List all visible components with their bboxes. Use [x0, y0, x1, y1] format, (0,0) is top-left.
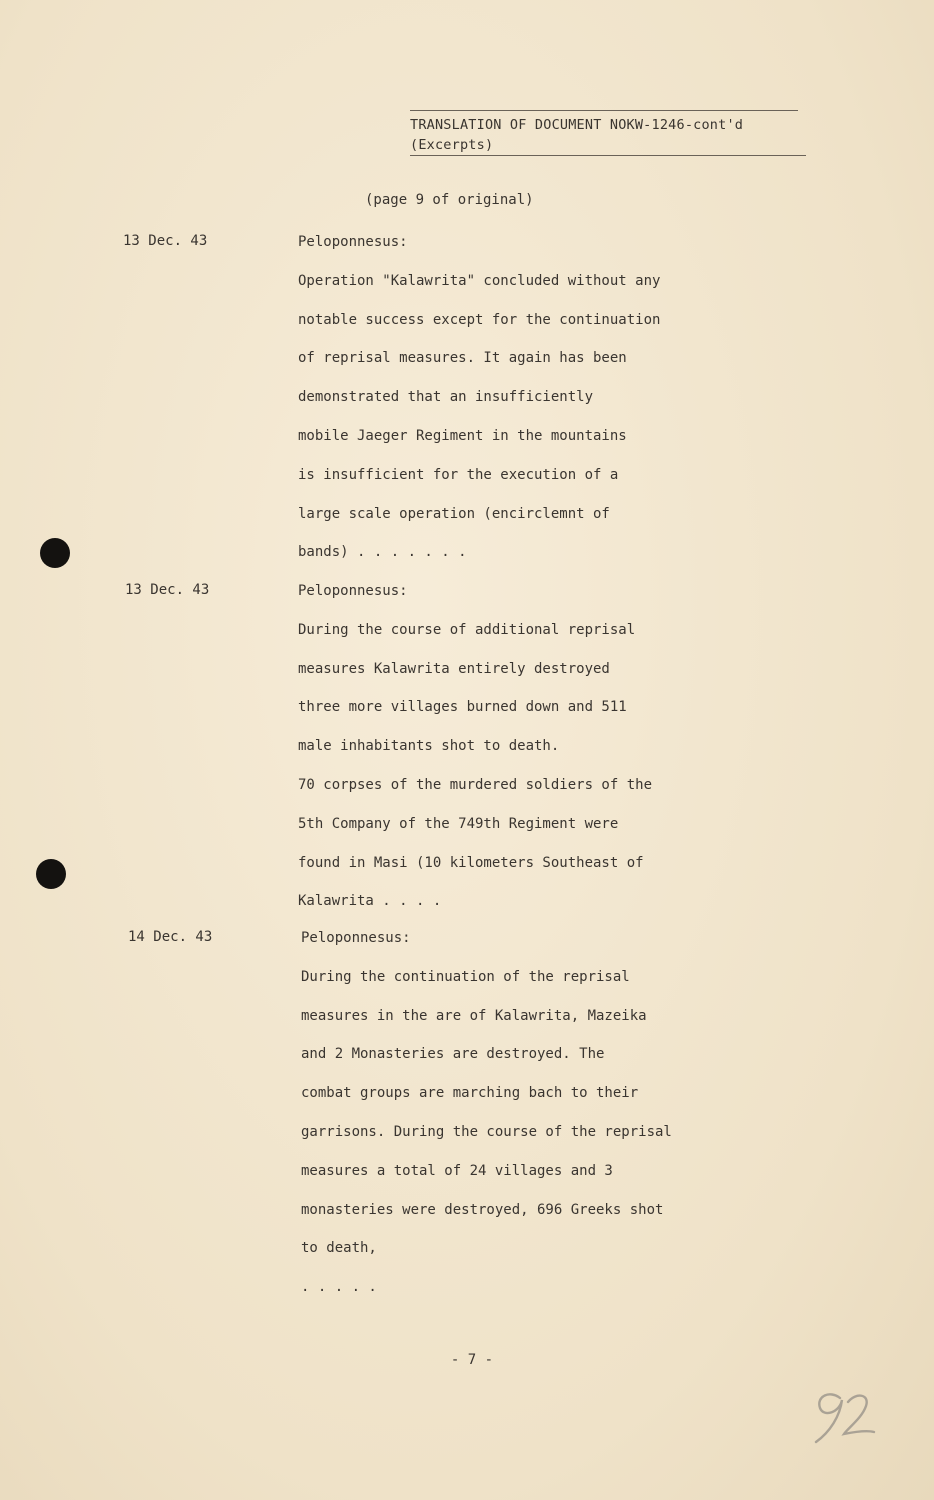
entry-line: male inhabitants shot to death. [298, 738, 560, 755]
entry-line: and 2 Monasteries are destroyed. The [301, 1046, 605, 1063]
entry-line: found in Masi (10 kilometers Southeast of [298, 854, 644, 871]
entry-line: measures in the are of Kalawrita, Mazeika [301, 1007, 647, 1024]
entry-line: large scale operation (encirclemnt of [298, 505, 610, 522]
entry-body [298, 581, 738, 930]
entry-line: Peloponnesus: [301, 930, 411, 946]
page-number: - 7 - [450, 1352, 494, 1368]
entry-line: During the course of additional reprisal [298, 621, 636, 638]
entry-line: garrisons. During the course of the reprisal [301, 1123, 672, 1140]
entry-line: notable success except for the continuation [298, 311, 661, 328]
entry-body [298, 232, 738, 581]
entry-line: demonstrated that an insufficiently [298, 389, 594, 406]
entry-line: During the continuation of the reprisal [301, 968, 630, 985]
entry-line: monasteries were destroyed, 696 Greeks shot [301, 1201, 664, 1218]
entry-line: is insufficient for the execution of a [298, 466, 619, 483]
entry-line: Operation "Kalawrita" concluded without any [298, 272, 661, 289]
entry-line: bands) . . . . . . . [298, 544, 467, 561]
entry-line: 70 corpses of the murdered soldiers of the [298, 776, 653, 793]
entry-date: 13 Dec. 43 [123, 233, 208, 249]
entry-date: 14 Dec. 43 [128, 929, 213, 945]
entry-line: combat groups are marching bach to their [301, 1085, 639, 1102]
entry-line: mobile Jaeger Regiment in the mountains [298, 427, 627, 444]
handwritten-folio-number [800, 1380, 890, 1450]
entry-date: 13 Dec. 43 [125, 582, 210, 598]
page-reference: (page 9 of original) [365, 192, 534, 208]
entry-line: measures Kalawrita entirely destroyed [298, 660, 610, 677]
entry-line: measures a total of 24 villages and 3 [301, 1162, 613, 1179]
document-header [410, 110, 806, 156]
entry-line: of reprisal measures. It again has been [298, 350, 627, 367]
entry-body [301, 928, 741, 1316]
header-title: TRANSLATION OF DOCUMENT NOKW-1246-cont'd [410, 110, 798, 135]
header-subtitle: (Excerpts) [410, 135, 806, 156]
entry-line: . . . . . [301, 1279, 377, 1296]
punch-hole [36, 859, 66, 889]
entry-line: Peloponnesus: [298, 583, 408, 599]
entry-line: 5th Company of the 749th Regiment were [298, 815, 619, 832]
punch-hole [40, 538, 70, 568]
entry-line: Kalawrita . . . . [298, 893, 442, 910]
entry-line: to death, [301, 1240, 377, 1257]
entry-line: three more villages burned down and 511 [298, 699, 627, 716]
entry-line: Peloponnesus: [298, 234, 408, 250]
